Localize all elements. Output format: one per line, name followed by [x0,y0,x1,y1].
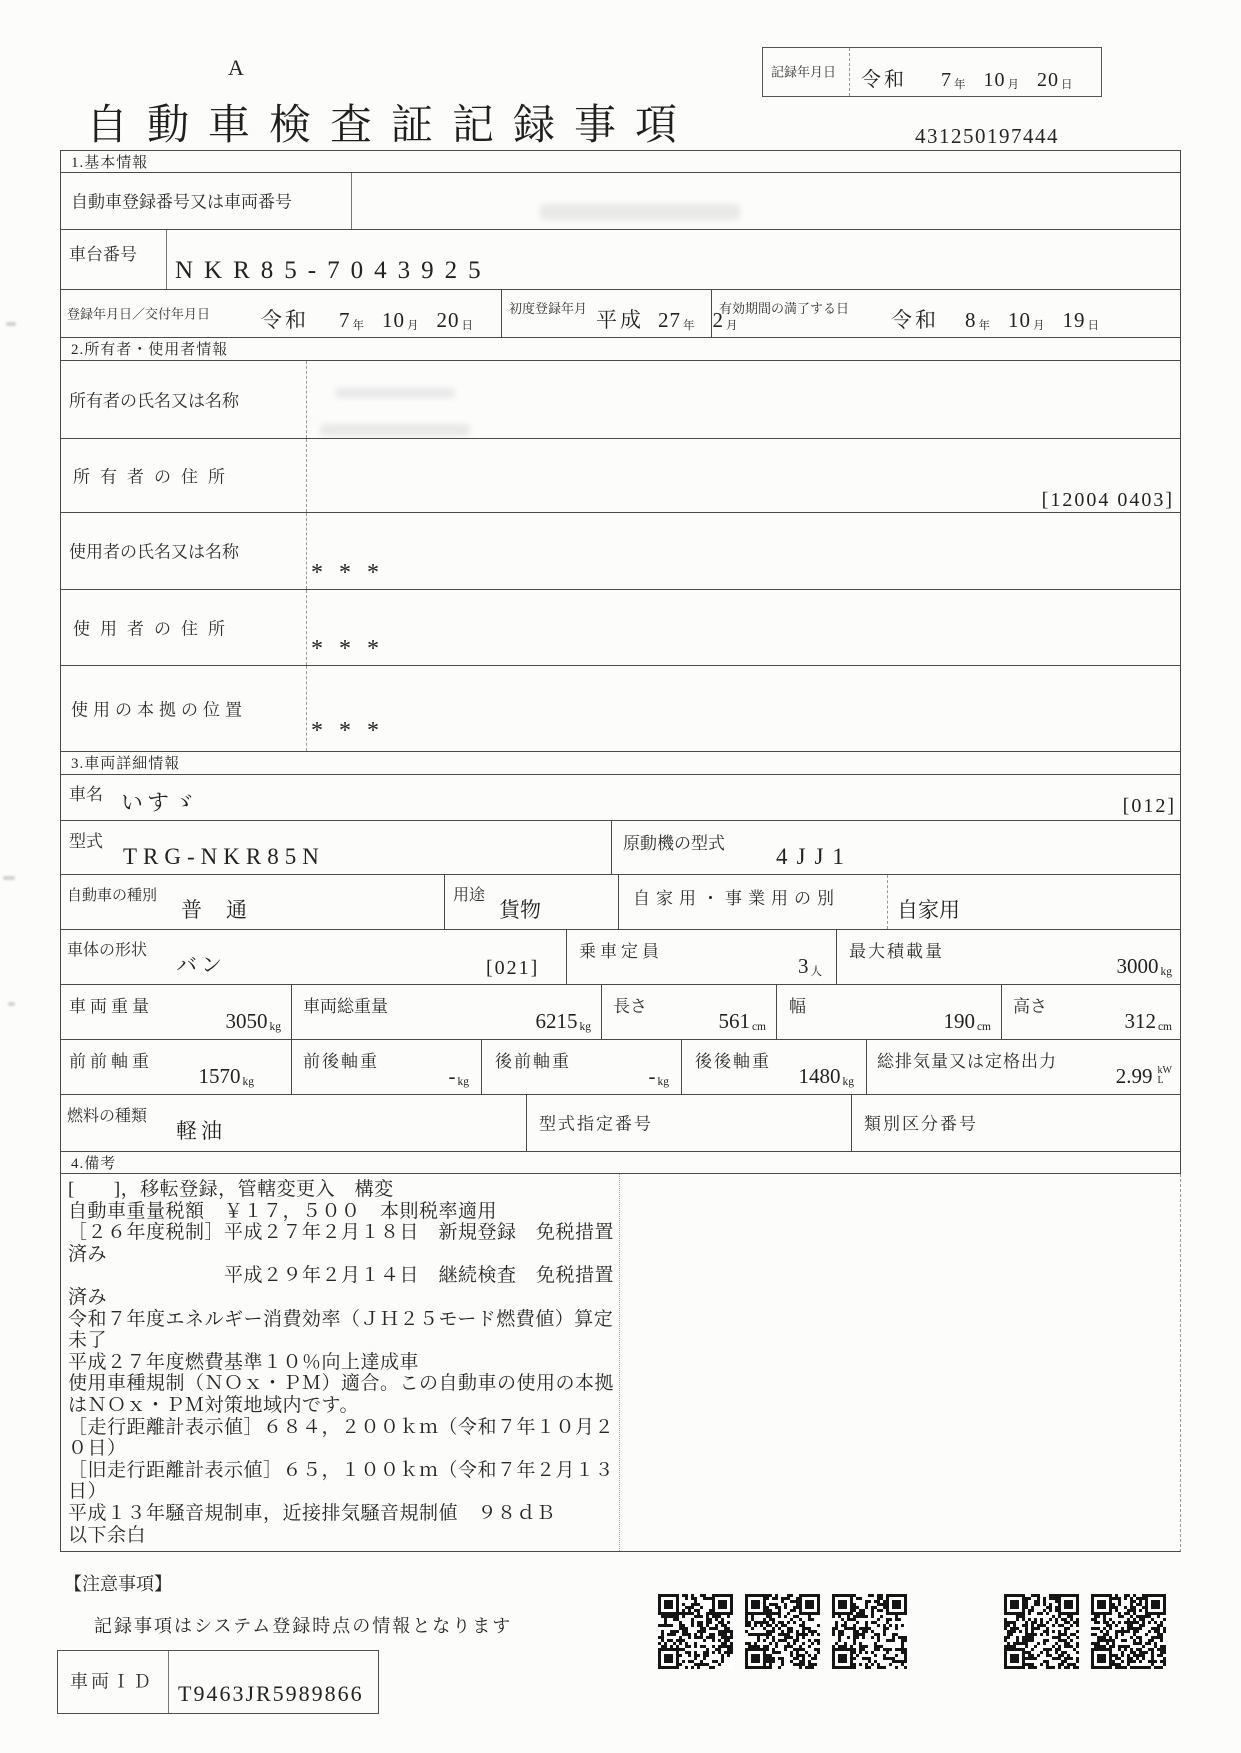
axle-rear-rear-label: 後後軸重 [695,1052,771,1071]
cell-divider [351,173,352,229]
notice-title: 【注意事項】 [64,1574,172,1594]
body-shape-value: バン [176,953,226,977]
remark-line: 平成２９年２月１４日 継続検査 免税措置済み [68,1265,615,1308]
vehicle-kind-label: 自動車の種別 [67,888,158,904]
vehicle-weight-label: 車両重量 [69,997,153,1016]
qr-code [658,1594,733,1669]
body-shape-code: [021] [486,957,540,979]
axle-front-front-value: 1570 kg [198,1064,254,1088]
first-registration-value: 平成 27 年 2 月 [596,308,738,332]
doc-number: 431250197444 [915,124,1059,148]
model-label: 型式 [69,832,103,851]
axle-front-rear-label: 前後軸重 [303,1052,379,1071]
remark-line: ［２６年度税制］平成２７年２月１８日 新規登録 免税措置済み [68,1222,615,1265]
height-value: 312 cm [1124,1009,1172,1033]
cell-divider [306,590,307,665]
scan-speck [6,322,16,326]
row-fuel-type [60,1095,1181,1152]
vehicle-weight-value: 3050 kg [225,1009,281,1033]
axle-front-front-label: 前前軸重 [69,1052,153,1071]
power-label: 総排気量又は定格出力 [877,1052,1057,1071]
record-date-value: 令和 7 年 10 月 20 日 [861,69,1073,91]
cell-divider [776,985,777,1039]
remark-line: 使用車種規制（ＮＯｘ・ＰＭ）適合。この自動車の使用の本拠はＮＯｘ・ＰＭ対策地域内です。 [68,1373,615,1416]
vehicle-kind-value: 普通 [181,898,271,922]
body-shape-label: 車体の形状 [67,942,148,959]
redaction-smudge [335,388,455,398]
qr-code [832,1594,907,1669]
registration-date-label: 登録年月日／交付年月日 [67,306,211,322]
row-owner-name [60,361,1181,439]
section-4-header: 4.備考 [60,1152,1181,1174]
remarks-divider [619,1174,620,1551]
max-load-value: 3000 kg [1116,954,1172,978]
doc-title: 自動車検査証記録事項 [86,103,697,149]
type-designation-label: 型式指定番号 [539,1114,653,1134]
row-owner-address [60,439,1181,513]
cell-divider [618,875,619,929]
cell-divider [291,1040,292,1094]
height-label: 高さ [1013,997,1047,1016]
record-date-box [762,47,1102,97]
cell-divider [566,930,567,984]
section-3-header: 3.車両詳細情報 [60,752,1181,775]
cell-divider [306,361,307,438]
cell-divider [306,666,307,751]
cell-divider [306,439,307,512]
row-dates [60,290,1181,338]
cell-divider [866,1040,867,1094]
use-label: 用途 [453,887,486,904]
expiry-date-value: 令和 8 年 10 月 19 日 [891,308,1099,332]
length-value: 561 cm [718,1009,766,1033]
gross-weight-value: 6215 kg [535,1009,591,1033]
cell-divider [526,1095,527,1151]
gross-weight-label: 車両総重量 [303,997,388,1016]
capacity-label: 乗車定員 [579,942,663,961]
cell-divider [887,875,888,929]
qr-code [1004,1594,1079,1669]
model-value: TRG-NKR85N [123,844,325,869]
record-date-label: 記録年月日 [771,64,837,80]
use-value: 貨物 [499,898,541,922]
axle-rear-front-label: 後前軸重 [495,1052,571,1071]
axle-rear-rear-value: 1480 kg [798,1064,854,1088]
section-2-header: 2.所有者・使用者情報 [60,338,1181,361]
axle-front-rear-value: - kg [448,1064,469,1088]
row-registration-number [60,173,1181,230]
capacity-value: 3 人 [798,954,822,978]
length-label: 長さ [613,997,647,1016]
chassis-number-label: 車台番号 [69,245,137,264]
page-mark: A [228,55,244,80]
row-axle-weights [60,1040,1181,1095]
notice-text: 記録事項はシステム登録時点の情報となります [94,1616,513,1636]
user-name-label: 使用者の氏名又は名称 [69,542,239,562]
cell-divider [851,1095,852,1151]
remarks-text [68,1179,616,1546]
car-name-label: 車名 [69,785,103,804]
max-load-label: 最大積載量 [849,942,944,961]
power-value: 2.99 kW L [1115,1064,1172,1088]
qr-code [1091,1594,1166,1669]
owner-address-code: [12004 0403] [1041,489,1174,511]
remark-line: 以下余白 [68,1524,147,1546]
user-name-value: *** [311,560,395,586]
car-name-value: いすゞ [121,790,200,815]
classification-label: 類別区分番号 [864,1114,978,1134]
row-body-capacity [60,930,1181,985]
first-registration-label: 初度登録年月 [509,301,588,316]
base-location-value: *** [311,718,395,744]
owner-address-label: 所有者の住所 [73,466,235,486]
registration-date-value: 令和 7 年 10 月 20 日 [261,308,473,332]
user-address-label: 使用者の住所 [73,618,235,638]
engine-type-label: 原動機の型式 [623,834,725,853]
axle-rear-front-value: - kg [648,1064,669,1088]
row-car-name [60,775,1181,821]
qr-code [745,1594,820,1669]
owner-name-label: 所有者の氏名又は名称 [69,390,239,410]
remark-line: 平成１３年騒音規制車，近接排気騒音規制値 ９８ｄＢ [68,1502,556,1524]
cell-divider [501,290,502,337]
scan-speck [3,876,15,880]
private-business-value: 自家用 [897,898,960,922]
cell-divider [166,230,167,289]
engine-type-value: 4JJ1 [776,844,853,869]
cell-divider [1001,985,1002,1039]
user-address-value: *** [311,636,395,662]
registration-number-label: 自動車登録番号又は車両番号 [71,192,292,212]
row-chassis-number [60,230,1181,290]
redaction-smudge [320,424,470,436]
fuel-type-label: 燃料の種類 [67,1108,148,1125]
row-model-engine [60,821,1181,875]
fuel-type-value: 軽油 [176,1119,226,1143]
cell-divider [711,290,712,337]
base-location-label: 使用の本拠の位置 [71,699,247,719]
remark-line: 令和７年度エネルギー消費効率（ＪＨ２５モード燃費値）算定未了 [68,1308,614,1352]
remark-line: ［走行距離計表示値］６８４，２００ｋｍ（令和７年１０月２０日） [68,1416,615,1460]
cell-divider [291,985,292,1039]
cell-divider [168,1651,169,1713]
cell-divider [681,1040,682,1094]
remark-line: 平成２７年度燃費基準１０％向上達成車 [68,1351,420,1373]
remarks-box [60,1174,1181,1552]
section-1-header: 1.基本情報 [60,150,1181,173]
cell-divider [444,875,445,929]
record-date-divider [849,48,850,96]
car-name-code: [012] [1122,795,1176,817]
cell-divider [306,513,307,589]
private-business-label: 自家用・事業用の別 [633,889,840,908]
redaction-smudge [540,204,740,220]
width-label: 幅 [789,997,806,1016]
cell-divider [611,821,612,874]
expiry-date-label: 有効期間の満了する日 [719,301,850,316]
cell-divider [601,985,602,1039]
scan-speck [8,1002,15,1006]
remark-line: 自動車重量税額 ￥１７，５００ 本則税率適用 [68,1200,498,1222]
vehicle-id-box [57,1650,379,1714]
cell-divider [481,1040,482,1094]
row-base-location [60,666,1181,752]
width-value: 190 cm [943,1009,991,1033]
chassis-number-value: NKR85-7043925 [175,257,492,284]
vehicle-id-value: T9463JR5989866 [178,1681,364,1706]
row-weights-dimensions [60,985,1181,1040]
row-user-name [60,513,1181,590]
vehicle-id-label: 車両ＩＤ [70,1671,154,1692]
row-user-address [60,590,1181,666]
remark-line: ［旧走行距離計表示値］６５，１００ｋｍ（令和７年２月１３日） [68,1459,615,1503]
remark-line: [ ]，移転登録，管轄変更入 構変 [68,1179,394,1200]
cell-divider [836,930,837,984]
row-kind-use [60,875,1181,930]
